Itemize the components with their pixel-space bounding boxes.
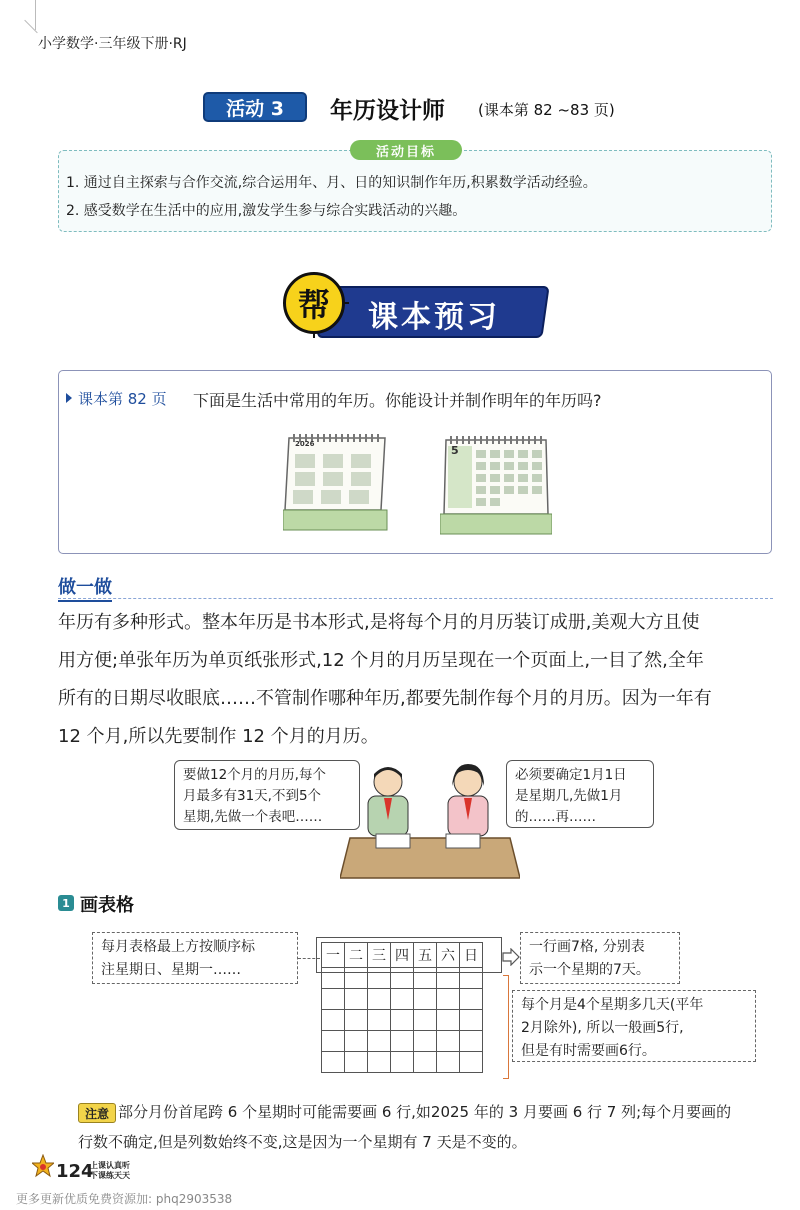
note-line: 每月表格最上方按顺序标 xyxy=(101,939,255,955)
calendar-month: 5 xyxy=(451,444,459,457)
weekday-cell: 六 xyxy=(437,943,460,968)
speech-bubble-girl xyxy=(506,760,654,828)
arrow-right-icon xyxy=(502,948,520,966)
paragraph-line: 年历有多种形式。整本年历是书本形式,是将每个月的月历装订成册,美观大方且使 xyxy=(58,612,700,633)
weekday-cell: 一 xyxy=(322,943,345,968)
speech-bubble-boy xyxy=(174,760,360,830)
note-right-top xyxy=(520,932,680,984)
weekday-cell: 日 xyxy=(460,943,483,968)
step-title: 画表格 xyxy=(80,895,134,916)
desk-calendar-yearly xyxy=(283,430,391,532)
preview-text: 下面是生活中常用的年历。你能设计并制作明年的年历吗? xyxy=(193,391,602,410)
page-number: 124 xyxy=(56,1161,94,1182)
bubble-line: 是星期几,先做1月 xyxy=(515,788,623,804)
students-illustration xyxy=(340,760,520,880)
bubble-line: 月最多有31天,不到5个 xyxy=(183,788,322,804)
preview-ref: 课本第 82 页 xyxy=(78,390,167,408)
notice-line: 行数不确定,但是列数始终不变,这是因为一个星期有 7 天是不变的。 xyxy=(78,1133,527,1151)
paragraph-line: 所有的日期尽收眼底……不管制作哪种年历,都要先制作每个月的月历。因为一年有 xyxy=(58,688,712,709)
page-tag xyxy=(90,1161,130,1181)
note-line: 一行画7格, 分别表 xyxy=(529,939,645,955)
activity-tag: 活动 3 xyxy=(203,92,307,122)
weekday-cell: 三 xyxy=(368,943,391,968)
mascot-icon xyxy=(32,1154,54,1180)
notice-label: 注意 xyxy=(78,1103,116,1123)
note-line: 示一个星期的7天。 xyxy=(529,962,650,978)
activity-pages: (课本第 82 ~83 页) xyxy=(478,101,615,119)
bang-badge xyxy=(283,272,349,338)
activity-title: 年历设计师 xyxy=(330,98,445,124)
rows-bracket xyxy=(503,975,509,1079)
note-right-bottom xyxy=(512,990,756,1062)
triangle-icon xyxy=(66,393,72,403)
section-divider xyxy=(58,598,773,599)
note-line: 但是有时需要画6行。 xyxy=(521,1043,656,1059)
note-left xyxy=(92,932,298,984)
step-number: 1 xyxy=(58,895,74,911)
book-title: 小学数学·三年级下册·RJ xyxy=(38,36,187,52)
goals-label: 活动目标 xyxy=(350,140,462,160)
note-line: 每个月是4个星期多几天(平年 xyxy=(521,997,704,1013)
note-line: 注星期日、星期一…… xyxy=(101,962,241,978)
bubble-line: 必须要确定1月1日 xyxy=(515,767,627,783)
notice-line: 部分月份首尾跨 6 个星期时可能需要画 6 行,如2025 年的 3 月要画 6 行 7 列;每个月要画的 xyxy=(118,1103,732,1121)
paragraph-line: 用方便;单张年历为单页纸张形式,12 个月的月历呈现在一个页面上,一目了然,全年 xyxy=(58,650,704,671)
section-heading: 做一做 xyxy=(58,573,112,602)
bubble-line: 星期,先做一个表吧…… xyxy=(183,809,323,825)
weekday-cell: 二 xyxy=(345,943,368,968)
weekday-cell: 五 xyxy=(414,943,437,968)
bubble-line: 的……再…… xyxy=(515,809,596,825)
desk-calendar-monthly xyxy=(440,432,552,536)
calendar-year: 2026 xyxy=(295,440,315,448)
paragraph-line: 12 个月,所以先要制作 12 个月的月历。 xyxy=(58,726,379,747)
watermark: 更多更新优质免费资源加: phq2903538 xyxy=(16,1192,233,1206)
preview-banner-text: 课本预习 xyxy=(368,300,500,335)
goal-item: 1. 通过自主探索与合作交流,综合运用年、月、日的知识制作年历,积累数学活动经验。 xyxy=(66,175,597,191)
note-line: 2月除外), 所以一般画5行, xyxy=(521,1020,684,1036)
bubble-line: 要做12个月的月历,每个 xyxy=(183,767,326,783)
page-tag-line: 下课练天天 xyxy=(90,1171,130,1180)
calendar-grid xyxy=(321,942,483,1073)
bang-icon: 帮 xyxy=(283,272,345,334)
goal-item: 2. 感受数学在生活中的应用,激发学生参与综合实践活动的兴趣。 xyxy=(66,203,467,219)
header-corner-line-v xyxy=(35,0,36,30)
page-tag-line: 上课认真听 xyxy=(90,1161,130,1170)
weekday-cell: 四 xyxy=(391,943,414,968)
